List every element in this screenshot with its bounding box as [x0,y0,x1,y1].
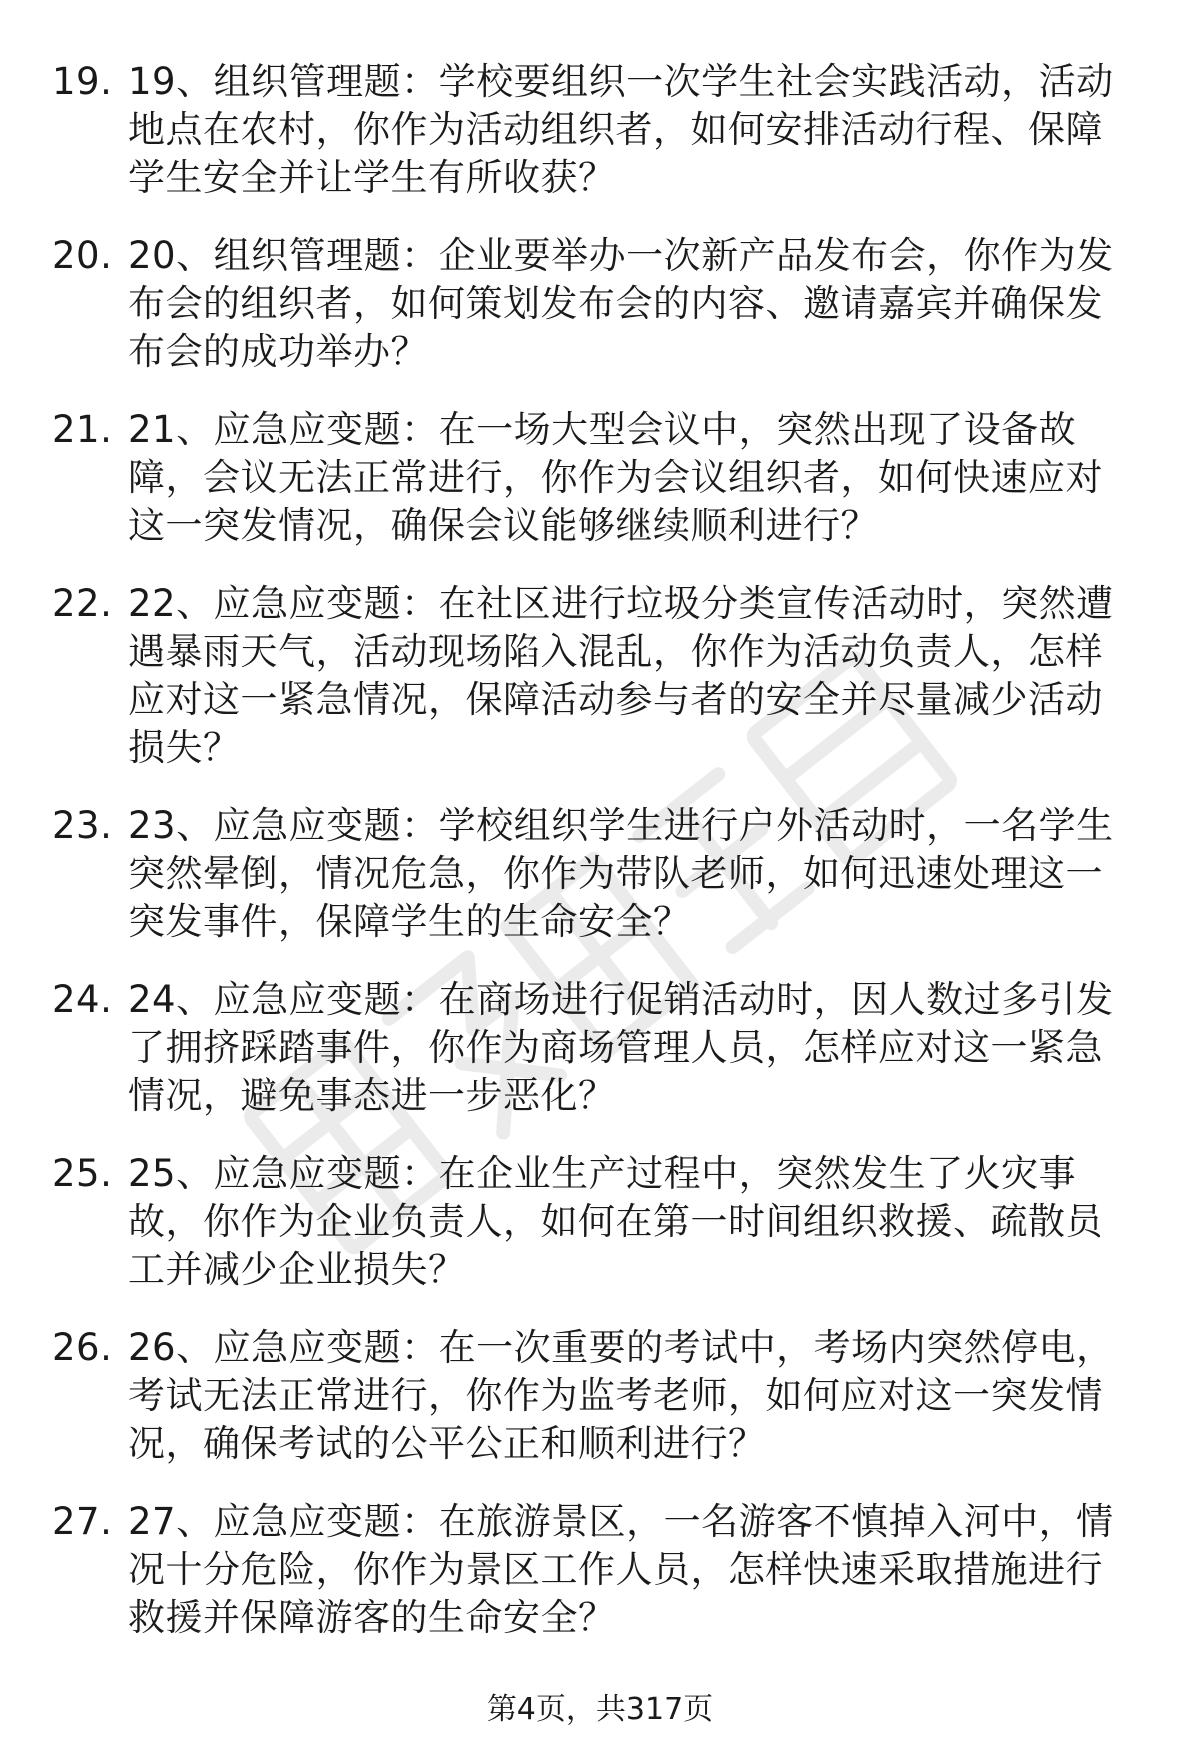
question-number: 25. [52,1152,113,1195]
question-item [0,1324,1200,1468]
question-number: 21. [52,408,113,451]
question-number: 24. [52,978,113,1021]
question-number: 20. [52,234,113,277]
question-number: 26. [52,1326,113,1369]
question-item [0,580,1200,772]
question-item [0,58,1200,202]
question-item [0,406,1200,550]
question-text: 21、应急应变题：在一场大型会议中，突然出现了设备故障，会议无法正常进行，你作为会议组织者，如何快速应对这一突发情况，确保会议能够继续顺利进行？ [128,408,1103,547]
question-number: 19. [52,60,113,103]
page-number-label: 第4页，共317页 [486,1692,714,1727]
page-footer [0,1690,1200,1730]
question-number: 22. [52,582,113,625]
question-text: 19、组织管理题：学校要组织一次学生社会实践活动，活动地点在农村，你作为活动组织者，如何安排活动行程、保障学生安全并让学生有所收获？ [128,60,1114,199]
question-number: 27. [52,1500,113,1543]
question-text: 23、应急应变题：学校组织学生进行户外活动时，一名学生突然晕倒，情况危急，你作为带队老师，如何迅速处理这一突发事件，保障学生的生命安全？ [128,804,1114,943]
question-item [0,802,1200,946]
question-text: 24、应急应变题：在商场进行促销活动时，因人数过多引发了拥挤踩踏事件，你作为商场管理人员，怎样应对这一紧急情况，避免事态进一步恶化？ [128,978,1114,1117]
question-item [0,1498,1200,1642]
question-number: 23. [52,804,113,847]
question-text: 26、应急应变题：在一次重要的考试中，考场内突然停电，考试无法正常进行，你作为监考老师，如何应对这一突发情况，确保考试的公平公正和顺利进行？ [128,1326,1114,1465]
question-item [0,232,1200,376]
question-text: 25、应急应变题：在企业生产过程中，突然发生了火灾事故，你作为企业负责人，如何在第一时间组织救援、疏散员工并减少企业损失？ [128,1152,1103,1291]
question-item [0,976,1200,1120]
question-text: 22、应急应变题：在社区进行垃圾分类宣传活动时，突然遭遇暴雨天气，活动现场陷入混乱，你作为活动负责人，怎样应对这一紧急情况，保障活动参与者的安全并尽量减少活动损失？ [128,582,1114,769]
question-item [0,1150,1200,1294]
question-text: 20、组织管理题：企业要举办一次新产品发布会，你作为发布会的组织者，如何策划发布会的内容、邀请嘉宾并确保发布会的成功举办？ [128,234,1114,373]
question-text: 27、应急应变题：在旅游景区，一名游客不慎掉入河中，情况十分危险，你作为景区工作人员，怎样快速采取措施进行救援并保障游客的生命安全？ [128,1500,1114,1639]
question-list-container [0,58,1200,1672]
question-list [0,58,1200,1642]
